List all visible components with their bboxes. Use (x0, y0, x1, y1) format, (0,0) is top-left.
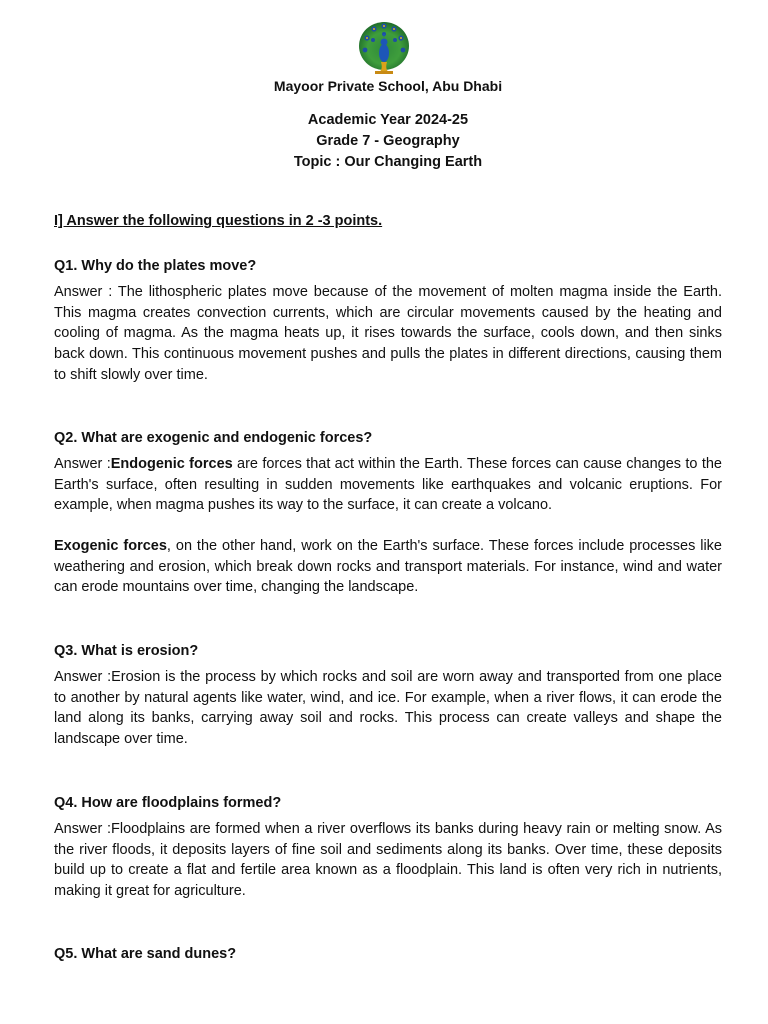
term-exogenic: Exogenic forces (54, 538, 167, 554)
question-1: Q1. Why do the plates move? (54, 258, 257, 274)
answer-2a-text: are forces that act within the Earth. These forces can cause changes to the Earth's surface, often resulting in sudden movements like earthquakes and volcanic eruptions. For example, when magma pushes its way to the surface, it can create a volcano. (54, 456, 722, 514)
answer-2b (54, 536, 722, 598)
peacock-logo-icon (357, 20, 411, 76)
school-name: Mayoor Private School, Abu Dhabi (273, 78, 503, 94)
answer-2b-text: , on the other hand, work on the Earth's surface. These forces include processes like weathering and erosion, which break down rocks and transport materials. For instance, wind and water can erode mountains over time, changing the landscape. (54, 538, 722, 596)
question-5: Q5. What are sand dunes? (54, 946, 237, 962)
section-title: I] Answer the following questions in 2 -3 points. (54, 213, 383, 229)
academic-year: Academic Year 2024-25 (307, 112, 469, 128)
grade-subject: Grade 7 - Geography (316, 133, 460, 149)
answer-1: Answer : The lithospheric plates move because of the movement of molten magma inside the Earth. This magma creates convection currents, which are circular movements caused by the heating and cooling of magma. As the magma heats up, it rises towards the surface, cools down, and then sinks back down. This continuous movement pushes and pulls the plates in different directions, causing them to shift slowly over time. (54, 284, 722, 383)
question-2: Q2. What are exogenic and endogenic forces? (54, 430, 373, 446)
answer-4: Answer :Floodplains are formed when a river overflows its banks during heavy rain or melting snow. As the river floods, it deposits layers of fine soil and sediments along its banks. Over time, these deposits build up to create a flat and fertile area known as a floodplain. This land is often very rich in nutrients, making it great for agriculture. (54, 821, 722, 900)
question-3: Q3. What is erosion? (54, 643, 199, 659)
term-endogenic: Endogenic forces (110, 456, 233, 472)
answer-2a (54, 454, 722, 516)
answer-2-prefix: Answer : (54, 456, 111, 472)
topic-title: Topic : Our Changing Earth (293, 154, 483, 170)
answer-3: Answer :Erosion is the process by which rocks and soil are worn away and transported from one place to another by natural agents like water, wind, and ice. For example, when a river flows, it can erode the land along its banks, carrying away soil and rocks. This process can create valleys and shape the landscape over time. (54, 669, 722, 748)
question-4: Q4. How are floodplains formed? (54, 795, 282, 811)
